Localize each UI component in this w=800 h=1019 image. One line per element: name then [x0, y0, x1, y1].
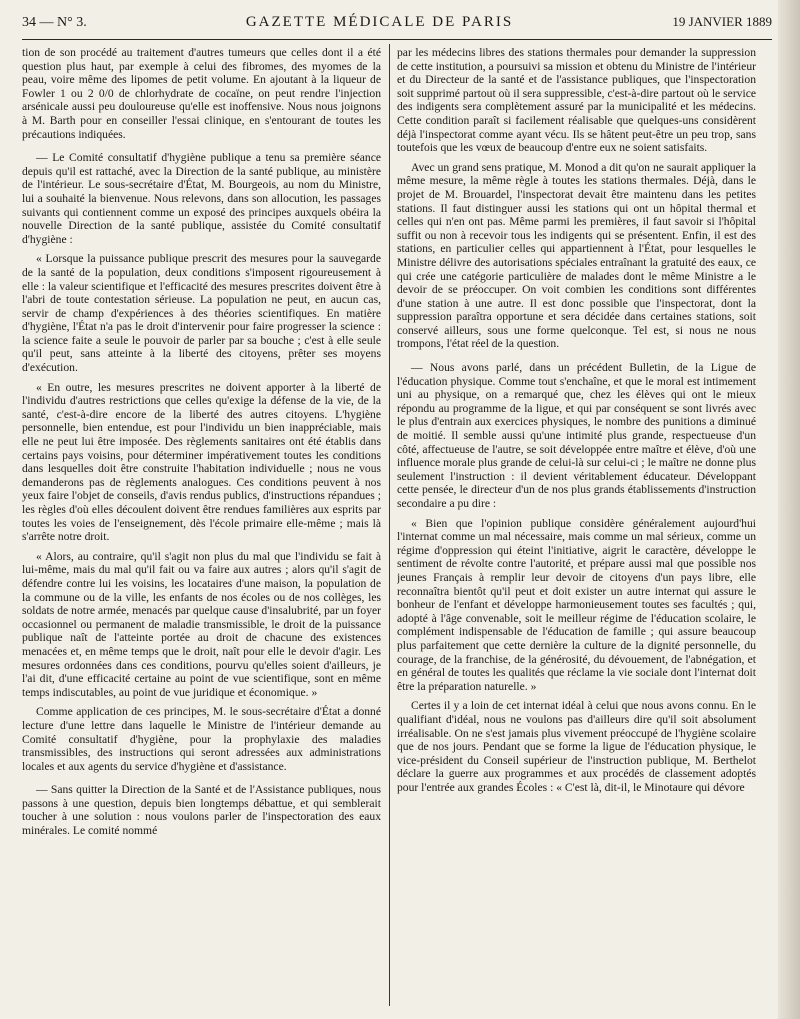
paragraph: — Nous avons parlé, dans un précédent Bulletin, de la Ligue de l'éducation physique. Comme tout s'enchaîne, et que le moral est intimement uni au physique, on a remarqué que, chez les élèves qui ont le mieux répondu au programme de la ligue, et qui par conséquent se sont livrés avec le plus d'entrain aux exercices physiques, le nombre des punitions a diminué de moitié. Il semble aussi qu'une intimité plus grande, respectueuse d'un côté, affectueuse de l'autre, se soit développée entre maître et élève, d'où une influence morale plus grande de celui-là sur celui-ci ; le maître ne donne plus seulement l'instruction : il devient véritablement éducateur. Développant cette pensée, le directeur d'un de nos plus grands établissements d'instruction secondaire a pu dire : — [397, 361, 756, 510]
paragraph: tion de son procédé au traitement d'autres tumeurs que celles dont il a été question plus haut, par exemple à celui des fibromes, des myomes de la peau, voire même des lipomes de petit volume. En ajoutant à la liqueur de Fowler 1 ou 2 0/0 de chlorhydrate de cocaïne, on peut rendre l'injection arsénicale aussi peu douloureuse qu'elle est inoffensive. Nous nous joignons à M. Barth pour en conseiller l'essai clinique, en s'entourant de toutes les précautions indiquées. — [22, 46, 381, 141]
journal-title: GAZETTE MÉDICALE DE PARIS — [245, 14, 514, 30]
column-divider — [389, 44, 390, 1006]
paragraph: Certes il y a loin de cet internat idéal à celui que nous avons connu. En le qualifiant d'idéal, nous ne voulons pas d'ailleurs dire qu'il soit absolument irréalisable. On ne s'est jamais plus vivement préoccupé de l'hygiène scolaire que de nos jours. Pendant que se forme la ligue de l'éducation physique, le vice-président du Conseil supérieur de l'instruction publique, M. Berthelot déclare la guerre aux programmes et aux procédés de classement adoptés pour l'entrée aux grandes Écoles : « C'est là, dit-il, le Minotaure qui dévore — [397, 699, 756, 794]
issue-date: 19 JANVIER 1889 — [672, 14, 772, 29]
paragraph: — Sans quitter la Direction de la Santé et de l'Assistance publiques, nous passons à une question, depuis bien longtemps débattue, et qui semblerait toucher à une solution : nous voulons parler de l'inspectoration des eaux minérales. Le comité nommé — [22, 783, 381, 838]
paragraph: par les médecins libres des stations thermales pour demander la suppression de cette institution, a poursuivi sa mission et obtenu du Ministre de l'intérieur et du Directeur de la santé et de l'assistance publiques, que l'inspectoration soit supprimé partout où il sera suppressible, c'est-à-dire partout où le service des indigents sera complètement assuré par la municipalité et les médecins. Cette condition paraît si facilement réalisable que quelques-uns considèrent déjà l'inspectorat comme ayant vécu. Ils se hâtent peut-être un peu trop, sans toutefois que les vœux de beaucoup d'entre eux ne soient satisfaits. — [397, 46, 756, 155]
paragraph: Avec un grand sens pratique, M. Monod a dit qu'on ne saurait appliquer la même mesure, la même règle à toutes les stations thermales. Déjà, dans le projet de M. Brouardel, l'inspectorat devait être maintenu dans les petites stations. Il faut distinguer aussi les stations qui ont un hôpital thermal et celles qui n'en ont pas. Même parmi les premières, il faut savoir si l'hôpital suffit ou non à recevoir tous les indigents qui se présentent. Enfin, il est des stations, en particulier celles qui appartiennent à l'État, pour lesquelles le Ministre délivre des autorisations spéciales entraînant la gratuité des eaux, ce qui crée une catégorie particulière de malades dont le même Ministre a le devoir de se préoccuper. On voit combien les conditions sont différentes d'une station à une autre. Il est donc possible que l'inspectorat, dont la suppression paraîtra opportune et sera décidée dans certaines stations, soit conservé ailleurs, sous une forme quelconque. Tel est, si nous ne nous trompons, l'état réel de la question. — [397, 160, 756, 351]
paragraph: — Le Comité consultatif d'hygiène publique a tenu sa première séance depuis qu'il est rattaché, avec la Direction de la santé publique, au ministère de l'intérieur. Le sous-secrétaire d'État, M. Bourgeois, au nom du Ministre, lui a souhaité la bienvenue. Nous relevons, dans son allocution, les passages suivants qui contiennent comme un exposé des principes auxquels obéira la nouvelle Direction de la santé publique, assistée du Comité consultatif d'hygiène : — [22, 151, 381, 246]
paragraph: « En outre, les mesures prescrites ne doivent apporter à la liberté de l'individu d'autres restrictions que celles qu'exige la défense de la vie, de la santé, c'est-à-dire encore de la liberté des autres citoyens. L'hygiène personnelle, bien entendue, est pour l'individu un bien inappréciable, mais elle ne peut lui être imposée. Des règlements sanitaires ont été établis dans certains pays voisins, pour déterminer impérativement toutes les conditions dans lesquelles doit être construite l'habitation individuelle ; nous ne vous demanderons pas de règlements analogues. Ces conditions peuvent à nos yeux faire l'objet de conseils, d'avis rendus publics, d'instructions répandues ; les règles d'où elles découlent doivent être rendues familières aux esprits par toutes les voies de l'enseignement, dès l'école primaire elle-même ; mais là s'arrête notre droit. — [22, 380, 381, 544]
page-header — [22, 14, 772, 40]
right-column — [397, 46, 756, 1006]
paragraph: « Alors, au contraire, qu'il s'agit non plus du mal que l'individu se fait à lui-même, mais du mal qu'il fait ou va faire aux autres ; alors qu'il s'agit de défendre contre lui les voisins, les locataires d'une maison, la population de la commune ou de la ville, les enfants de nos écoles ou de nos collèges, les soldats de notre armée, menacés par quelque cause d'insalubrité, par un foyer occasionnel ou permanent de maladie transmissible, le droit de la puissance publique naît de l'atteinte portée au droit de chacune des existences menacées et, en même temps que le droit, naît pour elle le devoir d'agir. Les mesures ordonnées dans ces conditions, pourvu qu'elles soient d'ailleurs, je l'ai dit, d'une efficacité certaine au point de vue scientifique, sont en même temps indiscutables, au point de vue juridique et économique. » — [22, 549, 381, 699]
paragraph: Comme application de ces principes, M. le sous-secrétaire d'État a donné lecture d'une lettre dans laquelle le Ministre de l'intérieur demande au Comité consultatif d'hygiène, pour la prophylaxie des maladies transmissibles, des instructions qui seront adressées aux administrations locales et aux agents du service d'hygiène et d'assistance. — [22, 705, 381, 773]
paragraph: « Bien que l'opinion publique considère généralement aujourd'hui l'internat comme un mal nécessaire, mais comme un mal sérieux, comme un régime d'oppression qui éteint l'initiative, aigrit le caractère, développe le sentiment de révolte contre l'autorité, et prépare aussi mal que possible nos jeunes Français à remplir leur devoir de citoyens d'un pays libre, elle reconnaîtra bientôt qu'il peut et doit exister un autre internat qui assure le bonheur de l'enfant et développe harmonieusement toutes ses facultés ; qui, adopté à l'âge convenable, soit le meilleur régime de l'éducation scolaire, le complément indispensable de l'éducation de famille ; qui assure beaucoup plus parfaitement que cette dernière la culture de la dignité personnelle, du courage, de la franchise, de la générosité, du dévouement, de l'abnégation, et en général de toutes les qualités que réclame la vie sociale dont l'internat doit être la préparation naturelle. » — [397, 516, 756, 693]
page-edge-shadow — [778, 0, 800, 1019]
paragraph: « Lorsque la puissance publique prescrit des mesures pour la sauvegarde de la santé de la population, deux conditions s'imposent rigoureusement à elle : la valeur scientifique et l'efficacité des mesures prescrites doivent être à l'abri de toute contestation sérieuse. La population ne peut, en aucun cas, servir de champ d'expériences à des théories scientifiques. En matière d'hygiène, l'État n'a pas le droit d'intervenir pour faire progresser la science : la science faite a seule le pouvoir de parler par sa bouche ; c'est à elle seule qu'il peut, sans atteinte à la liberté des citoyens, prêter ses moyens d'exécution. — [22, 252, 381, 375]
left-column — [22, 46, 381, 1006]
page-number: 34 — N° 3. — [22, 15, 87, 30]
